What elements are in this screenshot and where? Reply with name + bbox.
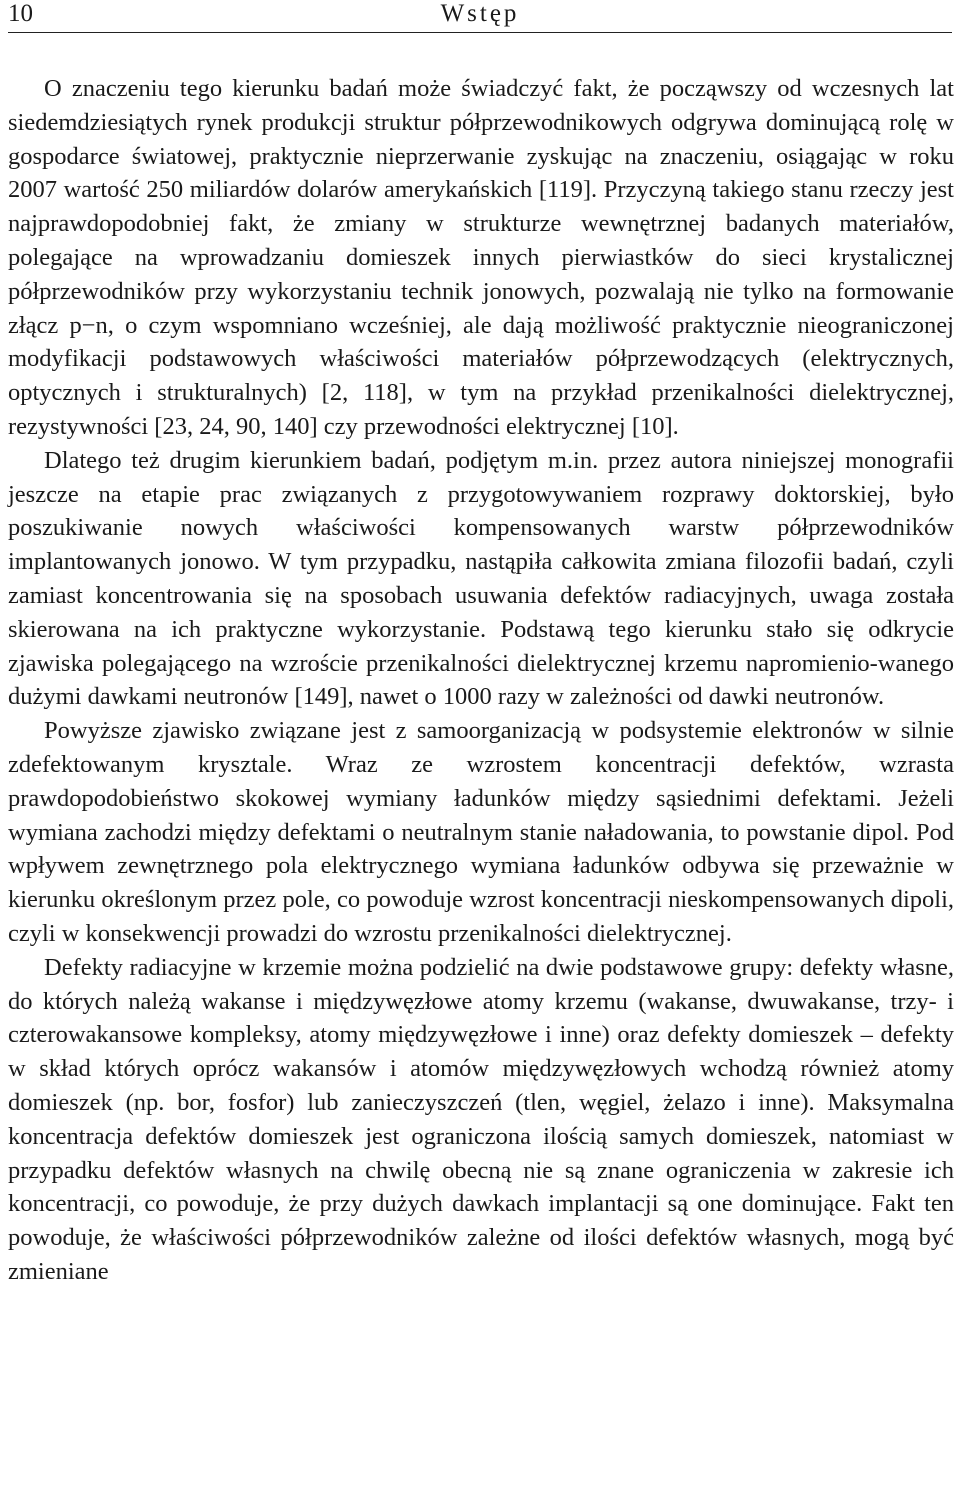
paragraph-significance: O znaczeniu tego kierunku badań może świadczyć fakt, że począwszy od wczesnych lat siedemdziesiątych rynek produkcji struktur półprzewodnikowych odgrywa dominującą rolę w gospodarce światowej, praktycznie nieprzerwanie zyskując na znaczeniu, osiągając w roku 2007 wartość 250 miliardów dolarów amerykańskich [119]. Przyczyną takiego stanu rzeczy jest najprawdopodobniej fakt, że zmiany w strukturze wewnętrznej badanych materiałów, polegające na wprowadzaniu domieszek innych pierwiastków do sieci krystalicznej półprzewodników przy wykorzystaniu technik jonowych, pozwalają nie tylko na formowanie złącz p−n, o czym wspomniano wcześniej, ale dają możliwość praktycznie nieograniczonej modyfikacji podstawowych właściwości materiałów półprzewodzących (elektrycznych, optycznych i strukturalnych) [2, 118], w tym na przykład przenikalności dielektrycznej, rezystywności [23, 24, 90, 140] czy przewodności elektrycznej [10]. xyxy=(8,75,954,440)
chapter-title: Wstęp xyxy=(440,0,520,27)
running-header xyxy=(8,0,952,33)
paragraph-self-organization: Powyższe zjawisko związane jest z samoorganizacją w podsystemie elektronów w silnie zdefektowanym krysztale. Wraz ze wzrostem koncentracji defektów, wzrasta prawdopodobieństwo skokowej wymiany ładunków między sąsiednimi defektami. Jeżeli wymiana zachodzi między defektami o neutralnym stanie naładowania, to powstanie dipol. Pod wpływem zewnętrznego pola elektrycznego wymiana ładunków odbywa się przeważnie w kierunku określonym przez pole, co powoduje wzrost koncentracji nieskompensowanych dipoli, czyli w konsekwencji prowadzi do wzrostu przenikalności dielektrycznej. xyxy=(8,717,954,947)
paragraph-second-direction: Dlatego też drugim kierunkiem badań, podjętym m.in. przez autora niniejszej monografii jeszcze na etapie prac związanych z przygotowywaniem rozprawy doktorskiej, było poszukiwanie nowych właściwości kompensowanych warstw półprzewodników implantowanych jonowo. W tym przypadku, nastąpiła całkowita zmiana filozofii badań, czyli zamiast koncentrowania się na sposobach usuwania defektów radiacyjnych, uwaga została skierowana na ich praktyczne wykorzystanie. Podstawą tego kierunku stało się odkrycie zjawiska polegającego na wzroście przenikalności dielektrycznej krzemu napromienio-wanego dużymi dawkami neutronów [149], nawet o 1000 razy w zależności od dawki neutronów. xyxy=(8,446,954,711)
body-text xyxy=(8,72,954,1289)
page-number: 10 xyxy=(8,0,33,27)
paragraph-radiation-defects: Defekty radiacyjne w krzemie można podzielić na dwie podstawowe grupy: defekty własne, do których należą wakanse i międzywęzłowe atomy krzemu (wakanse, dwuwakanse, trzy- i czterowakansowe kompleksy, atomy międzywęzłowe i inne) oraz defekty domieszek – defekty w skład których oprócz wakansów i atomów międzywęzłowych wchodzą również atomy domieszek (np. bor, fosfor) lub zanieczyszczeń (tlen, węgiel, żelazo i inne). Maksymalna koncentracja defektów domieszek jest ograniczona ilością samych domieszek, natomiast w przypadku defektów własnych na chwilę obecną nie są znane ograniczenia w zakresie ich koncentracji, co powoduje, że przy dużych dawkach implantacji są one dominujące. Fakt ten powoduje, że właściwości półprzewodników zależne od ilości defektów własnych, mogą być zmieniane xyxy=(8,953,954,1285)
